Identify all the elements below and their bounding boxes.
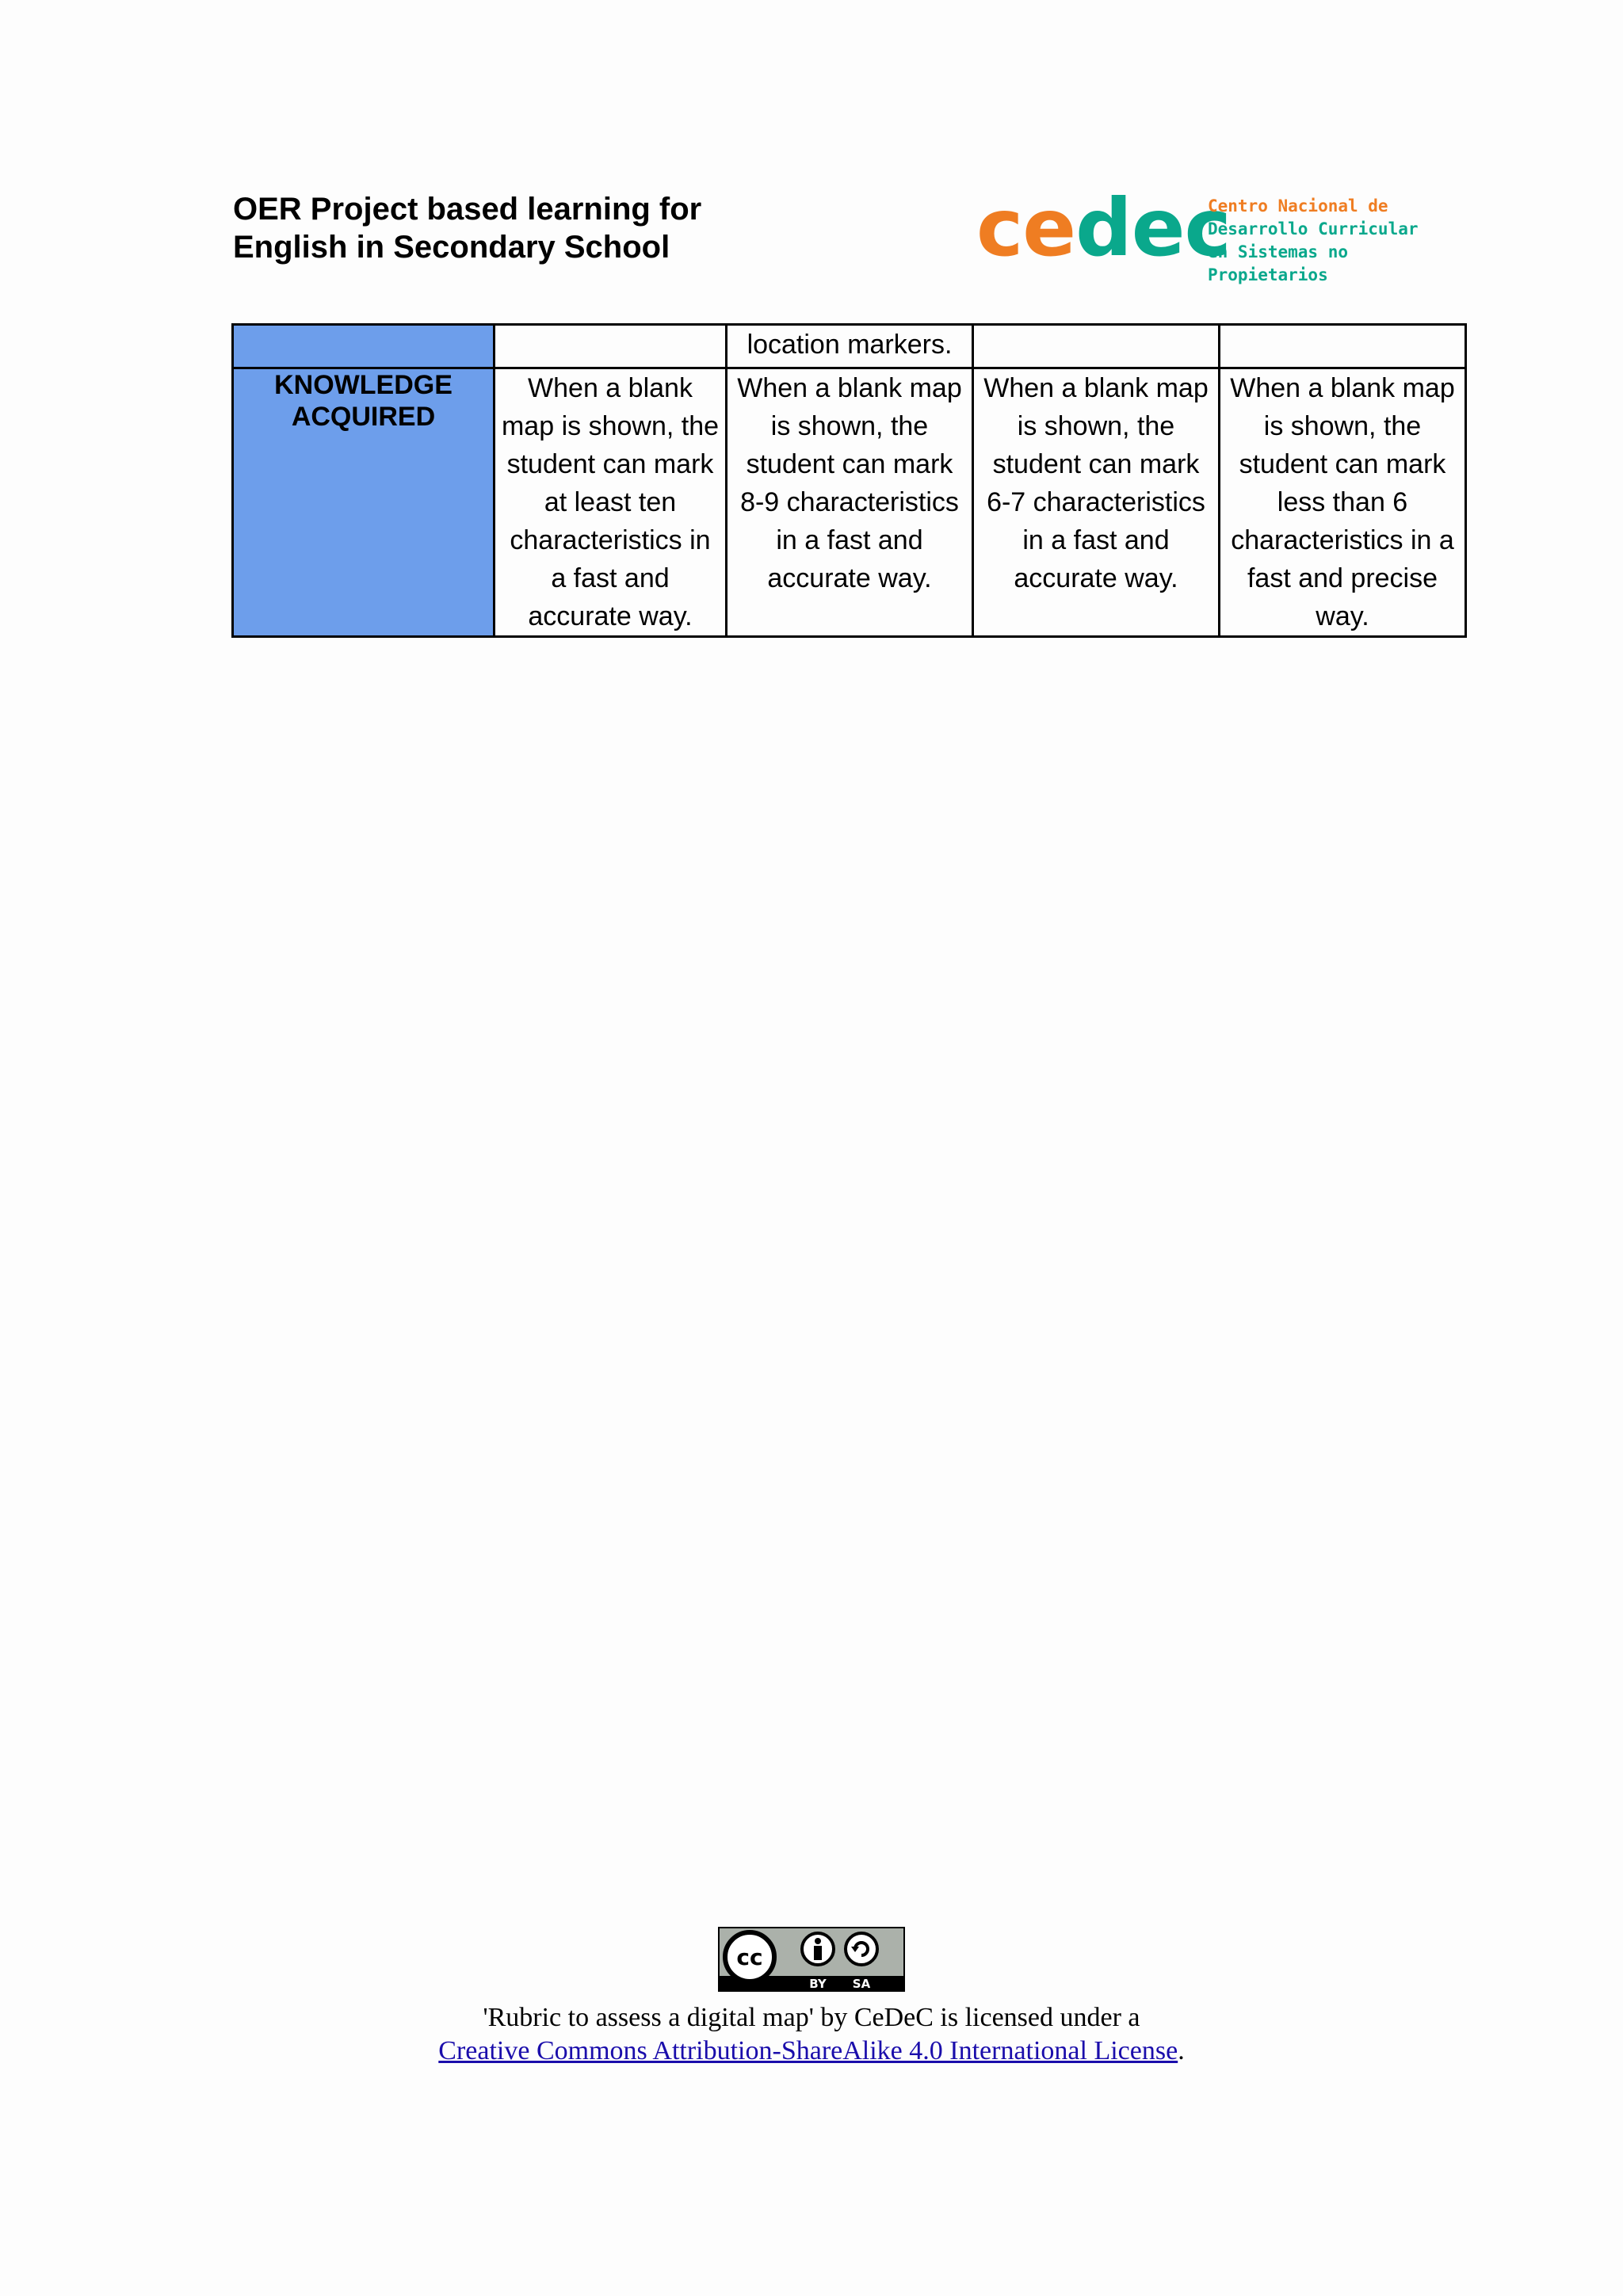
continuation-row [233, 325, 1466, 368]
criterion-cell-continued [233, 325, 495, 368]
logo-line-3: en Sistemas no Propietarios [1208, 242, 1349, 284]
share-alike-icon [846, 1933, 877, 1965]
rubric-table [231, 323, 1467, 638]
logo-word-part2: dec [1075, 181, 1231, 274]
criterion-label: KNOWLEDGE ACQUIRED [233, 368, 495, 637]
title-line-2: English in Secondary School [233, 230, 670, 265]
logo-line-1: Centro Nacional de [1208, 196, 1388, 215]
badge-sa-label: SA [852, 1977, 871, 1991]
license-link[interactable]: Creative Commons Attribution-ShareAlike 4.0 International License [438, 2036, 1178, 2065]
attribution-text: 'Rubric to assess a digital map' by CeDeC is licensed under a [483, 2003, 1140, 2032]
attribution-person-icon [802, 1933, 834, 1965]
table-cell: When a blank map is shown, the student can mark at least ten characteristics in a fast and accurate way. [495, 368, 727, 637]
table-cell [1220, 325, 1466, 368]
badge-by-label: BY [809, 1977, 827, 1991]
cedec-logo [976, 181, 1452, 284]
page-title [233, 190, 788, 266]
table-cell: When a blank map is shown, the student can mark less than 6 characteristics in a fast and precise way. [1220, 368, 1466, 637]
logo-subtitle [1208, 195, 1452, 287]
table-cell [495, 325, 727, 368]
table-cell: When a blank map is shown, the student can mark 8-9 characteristics in a fast and accurate way. [727, 368, 973, 637]
table-row [233, 368, 1466, 637]
logo-word-part1: ce [976, 181, 1076, 274]
logo-line-2: Desarrollo Curricular [1208, 219, 1419, 238]
license-attribution [0, 2001, 1623, 2068]
table-cell: When a blank map is shown, the student can mark 6-7 characteristics in a fast and accurate way. [973, 368, 1220, 637]
attribution-period: . [1178, 2036, 1185, 2065]
title-line-1: OER Project based learning for [233, 192, 702, 227]
cc-icon [725, 1932, 774, 1981]
footer [0, 1927, 1623, 2068]
logo-wordmark [976, 181, 1231, 274]
cc-by-sa-badge [718, 1927, 905, 1992]
table-cell [973, 325, 1220, 368]
svg-text:cc: cc [736, 1944, 763, 1970]
table-cell: location markers. [727, 325, 973, 368]
